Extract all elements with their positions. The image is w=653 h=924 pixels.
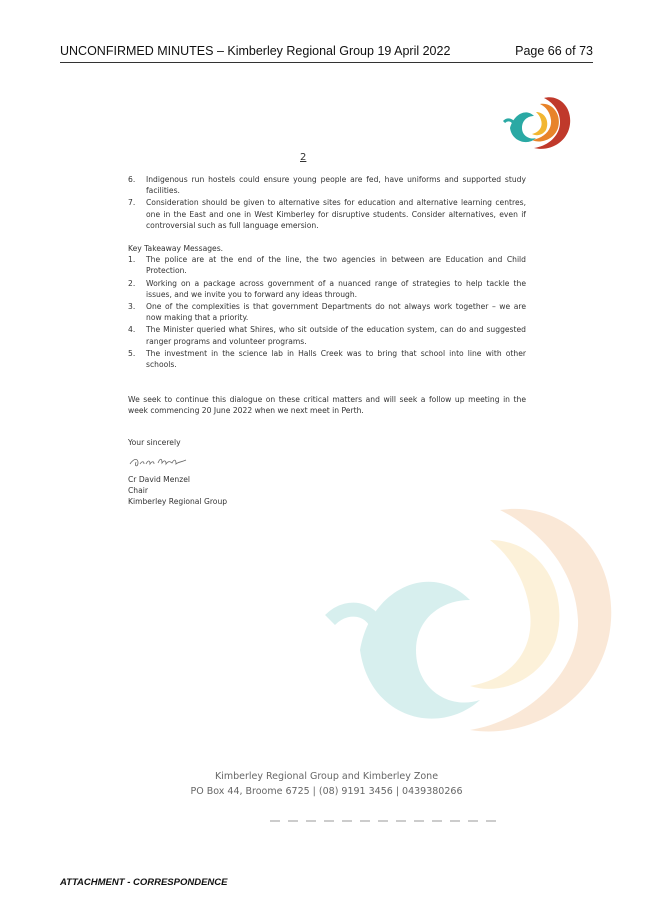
footer-org: Kimberley Regional Group and Kimberley Zone	[214, 771, 439, 782]
header-page-number: Page 66 of 73	[515, 44, 593, 58]
header-title: UNCONFIRMED MINUTES – Kimberley Regional Group 19 April 2022	[60, 44, 451, 58]
footer-contact: PO Box 44, Broome 6725 | (08) 9191 3456 | 0439380266	[190, 786, 463, 797]
kimberley-logo-icon	[500, 92, 575, 154]
closing-paragraph: We seek to continue this dialogue on these critical matters and will seek a follow up meeting in the week commencing 20 June 2022 when we next meet in Perth.	[128, 395, 526, 416]
signatory-name: Cr David Menzel	[128, 474, 190, 484]
list-item: 4. The Minister queried what Shires, who sit outside of the education system, can do and suggested ranger programs and volunteer programs.	[128, 325, 526, 346]
letter-page-number: 2	[300, 152, 307, 163]
signatory-org: Kimberley Regional Group	[128, 497, 228, 507]
takeaway-heading: Key Takeaway Messages.	[128, 244, 224, 254]
letter-body	[128, 174, 526, 507]
list-item: 5. The investment in the science lab in Halls Creek was to bring that school into line with other schools.	[128, 348, 526, 370]
list-item: 1. The police are at the end of the line, the two agencies in between are Education and Child Protection.	[128, 255, 526, 276]
page-header	[60, 44, 593, 63]
signature-icon	[128, 454, 188, 470]
continued-list	[128, 174, 526, 231]
list-item: 3. One of the complexities is that government Departments do not always work together – we are now making that a priority.	[128, 302, 526, 323]
signatory-role: Chair	[128, 486, 149, 496]
sign-off: Your sincerely	[128, 437, 181, 447]
list-item: 7. Consideration should be given to alternative sites for education and alternative learning centres, one in the East and one in West Kimberley for disruptive students. Consider alternatives, even if controversial such as full language emersion.	[128, 198, 526, 230]
footer-faint-line	[270, 820, 500, 822]
takeaway-list	[128, 254, 526, 370]
watermark-logo-icon	[320, 500, 620, 740]
list-item: 2. Working on a package across government of a nuanced range of strategies to help tackle the issues, and we invite you to forward any ideas through.	[128, 278, 526, 299]
attachment-label: ATTACHMENT - CORRESPONDENCE	[60, 877, 228, 888]
list-item: 6. Indigenous run hostels could ensure young people are fed, have uniforms and supported study facilities.	[128, 175, 526, 196]
